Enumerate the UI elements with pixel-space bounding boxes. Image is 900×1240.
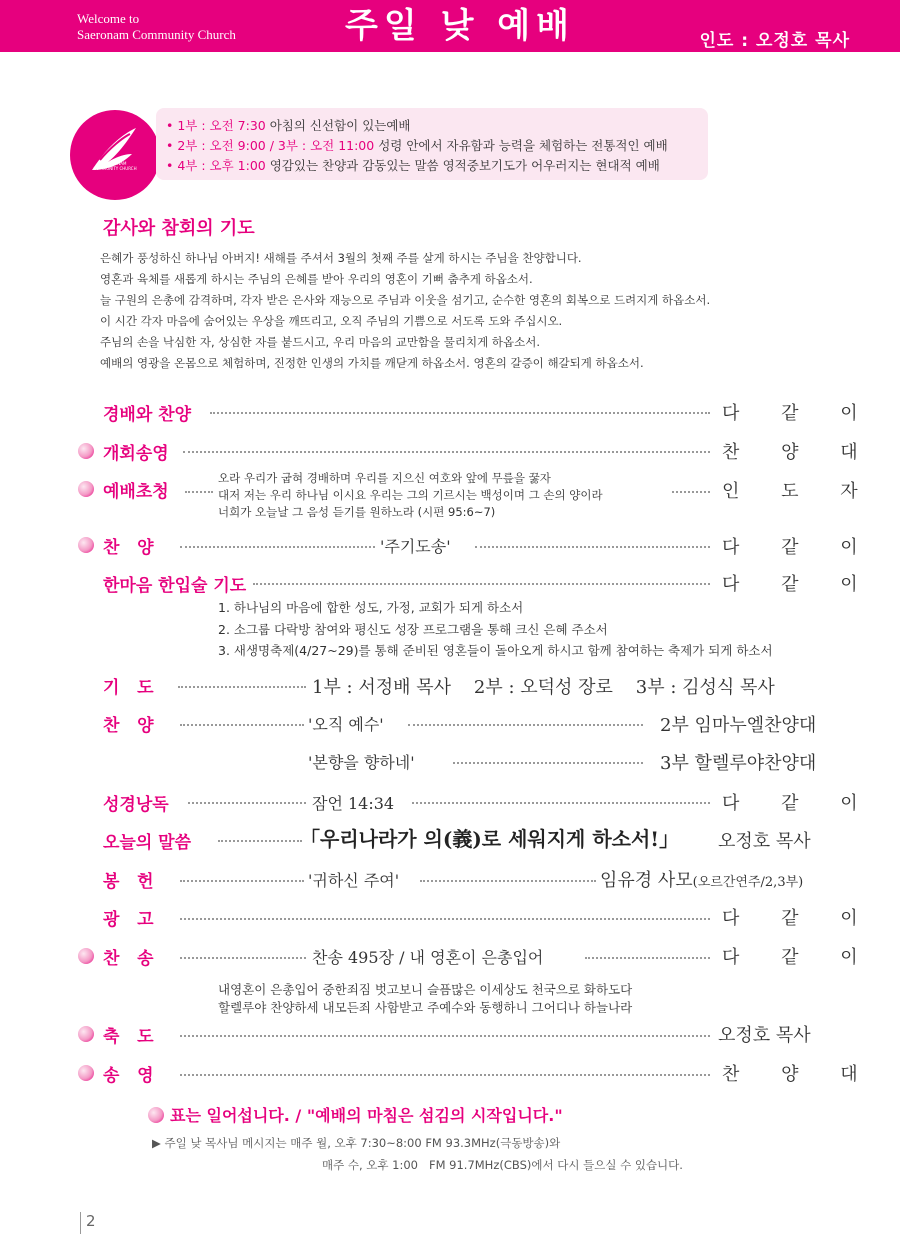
logo-caption [80, 161, 150, 171]
unison-prayer-item: 3. 새생명축제(4/27~29)를 통해 준비된 영혼들이 돌아오게 하시고 함께 참여하는 축제가 되게 하소서 [218, 643, 773, 658]
leader-dots [210, 412, 710, 414]
order-right-benediction: 오정호 목사 [718, 1025, 811, 1046]
leader-dots [475, 546, 710, 548]
order-middle-hymn1: '주기도송' [380, 537, 451, 556]
call-to-worship-line: 오라 우리가 굽혀 경배하며 우리를 지으신 여호와 앞에 무릎을 꿇자 [218, 471, 551, 485]
church-logo [70, 110, 160, 200]
order-label-doxology: 송 영 [103, 1066, 154, 1086]
stand-notice: 표는 일어섭니다. / "예배의 마침은 섬김의 시작입니다." [170, 1106, 563, 1125]
leader-dots [180, 546, 375, 548]
order-right-sermon: 오정호 목사 [718, 831, 811, 852]
order-label-prayer: 기 도 [103, 678, 154, 698]
bullet-icon [148, 1107, 164, 1123]
bullet-icon [78, 1065, 94, 1081]
leader-dots [180, 880, 304, 882]
unison-prayer-item: 2. 소그룹 다락방 참여와 평신도 성장 프로그램을 통해 크신 은혜 주소서 [218, 622, 608, 637]
prayer-line: 늘 구원의 은총에 감격하며, 각자 받은 은사와 재능으로 주님과 이웃을 섬기고, 순수한 영혼의 회복으로 드려지게 하옵소서. [100, 293, 711, 307]
order-label-announce: 광 고 [103, 910, 154, 930]
leader-dots [180, 724, 304, 726]
order-label-worship: 경배와 찬양 [103, 405, 192, 425]
service-time-1 [166, 116, 411, 134]
order-right-announce: 다 같 이 [722, 908, 876, 929]
order-label-scripture: 성경낭독 [103, 795, 169, 815]
leader-dots [188, 802, 306, 804]
service-time-3 [166, 156, 660, 174]
offering-song: '귀하신 주여' [308, 871, 400, 890]
bullet-icon [78, 948, 94, 964]
praise-song-1: '오직 예수' [308, 715, 384, 734]
service-time-2-key: • 2부 : 오전 9:00 / 3부 : 오전 11:00 [166, 138, 375, 153]
service-time-2-desc: 성령 안에서 자유함과 능력을 체험하는 전통적인 예배 [378, 138, 668, 153]
leader-dots [253, 583, 710, 585]
order-right-hymn2: 다 같 이 [722, 947, 876, 968]
hymn-title: 찬송 495장 / 내 영혼이 은총입어 [312, 948, 544, 967]
service-time-1-key: • 1부 : 오전 7:30 [166, 118, 266, 133]
scripture-reference: 잠언 14:34 [312, 794, 395, 813]
dove-icon [70, 110, 160, 200]
welcome-line-2: Saeronam Community Church [77, 27, 236, 42]
leader-dots [420, 880, 596, 882]
service-times-box [156, 108, 708, 180]
service-time-3-desc: 영감있는 찬양과 감동있는 말씀 영적중보기도가 어우러지는 현대적 예배 [269, 158, 660, 173]
order-right-offering [600, 866, 803, 892]
order-right-hymn1: 다 같 이 [722, 537, 876, 558]
service-time-3-key: • 4부 : 오후 1:00 [166, 158, 266, 173]
bullet-icon [78, 1026, 94, 1042]
leader-dots [180, 957, 306, 959]
praise-choir-1: 2부 임마누엘찬양대 [660, 715, 817, 736]
order-right-scripture: 다 같 이 [722, 793, 876, 814]
order-right-doxology: 찬 양 대 [722, 1064, 876, 1085]
sermon-title: 「우리나라가 의(義)로 세워지게 하소서!」 [300, 827, 680, 851]
order-label-benediction: 축 도 [103, 1027, 154, 1047]
offering-note: (오르간연주/2,3부) [692, 875, 804, 890]
order-label-sermon: 오늘의 말씀 [103, 833, 192, 853]
order-label-hymn1: 찬 양 [103, 538, 154, 558]
praise-choir-2: 3부 할렐루야찬양대 [660, 753, 817, 774]
prayer-section-title: 감사와 참회의 기도 [103, 218, 255, 239]
order-prayer-leaders: 1부 : 서정배 목사 2부 : 오덕성 장로 3부 : 김성식 목사 [312, 677, 775, 698]
prayer-line: 은혜가 풍성하신 하나님 아버지! 새해를 주셔서 3월의 첫째 주를 살게 하시는 주님을 찬양합니다. [100, 251, 582, 265]
call-to-worship-line: 대저 저는 우리 하나님 이시요 우리는 그의 기르시는 백성이며 그 손의 양이라 [218, 488, 603, 502]
order-label-praise: 찬 양 [103, 716, 154, 736]
broadcast-note-2: 매주 수, 오후 1:00 FM 91.7MHz(CBS)에서 다시 들으실 수 있습니다. [322, 1158, 683, 1172]
welcome-text [77, 11, 236, 43]
call-to-worship-line: 너희가 오늘날 그 음성 듣기를 원하노라 (시편 95:6~7) [218, 505, 496, 519]
order-label-unison: 한마음 한입술 기도 [103, 576, 247, 596]
order-right-worship: 다 같 이 [722, 403, 876, 424]
order-label-hymn2: 찬 송 [103, 949, 154, 969]
prayer-line: 예배의 영광을 온몸으로 체험하며, 진정한 인생의 가치를 깨닫게 하옵소서. 영혼의 갈증이 해갈되게 하옵소서. [100, 356, 644, 370]
leader-dots [585, 957, 710, 959]
unison-prayer-item: 1. 하나님의 마음에 합한 성도, 가정, 교회가 되게 하소서 [218, 600, 524, 615]
prayer-line: 이 시간 각자 마음에 숨어있는 우상을 깨뜨리고, 오직 주님의 기쁨으로 서도록 도와 주십시오. [100, 314, 563, 328]
order-label-offering: 봉 헌 [103, 872, 154, 892]
leader-dots [453, 762, 643, 764]
leader-dots [180, 1035, 710, 1037]
header-bar [0, 0, 900, 52]
offering-performer: 임유경 사모 [600, 870, 693, 891]
hymn-lyrics-line: 할렐루야 찬양하세 내모든죄 사함받고 주예수와 동행하니 그어디나 하늘나라 [218, 1000, 633, 1015]
order-right-opening: 찬 양 대 [722, 442, 876, 463]
service-time-1-desc: 아침의 신선함이 있는예배 [269, 118, 411, 133]
leader-dots [185, 491, 213, 493]
leader-dots [180, 1074, 710, 1076]
order-right-call: 인 도 자 [722, 481, 876, 502]
page-number-divider [80, 1212, 81, 1234]
prayer-line: 영혼과 육체를 새롭게 하시는 주님의 은혜를 받아 우리의 영혼이 기뻐 춤추게 하옵소서. [100, 272, 533, 286]
leader-dots [412, 802, 710, 804]
leader-dots [183, 451, 710, 453]
page-title: 주일 낮 예배 [345, 6, 575, 46]
bullet-icon [78, 537, 94, 553]
logo-caption-line-1: SAERONAM [103, 161, 127, 166]
welcome-line-1: Welcome to [77, 11, 140, 26]
service-time-2 [166, 136, 668, 154]
hymn-lyrics-line: 내영혼이 은총입어 중한죄짐 벗고보니 슬픔많은 이세상도 천국으로 화하도다 [218, 982, 633, 997]
order-label-call: 예배초청 [103, 482, 169, 502]
bullet-icon [78, 443, 94, 459]
order-label-opening: 개회송영 [103, 444, 169, 464]
leader-dots [218, 840, 302, 842]
bullet-icon [78, 481, 94, 497]
praise-song-2: '본향을 향하네' [308, 753, 415, 772]
leader-dots [178, 686, 306, 688]
logo-caption-line-2: COMMUNITY CHURCH [93, 166, 137, 171]
leader-dots [180, 918, 710, 920]
prayer-line: 주님의 손을 낙심한 자, 상심한 자를 붙드시고, 우리 마음의 교만함을 물리치게 하옵소서. [100, 335, 540, 349]
worship-leader: 인도 : 오정호 목사 [699, 31, 850, 51]
leader-dots [672, 491, 710, 493]
leader-dots [408, 724, 643, 726]
order-right-unison: 다 같 이 [722, 574, 876, 595]
broadcast-note-1: ▶ 주일 낮 목사님 메시지는 매주 월, 오후 7:30~8:00 FM 93.3MHz(극동방송)와 [152, 1136, 561, 1150]
page-number: 2 [86, 1212, 96, 1230]
